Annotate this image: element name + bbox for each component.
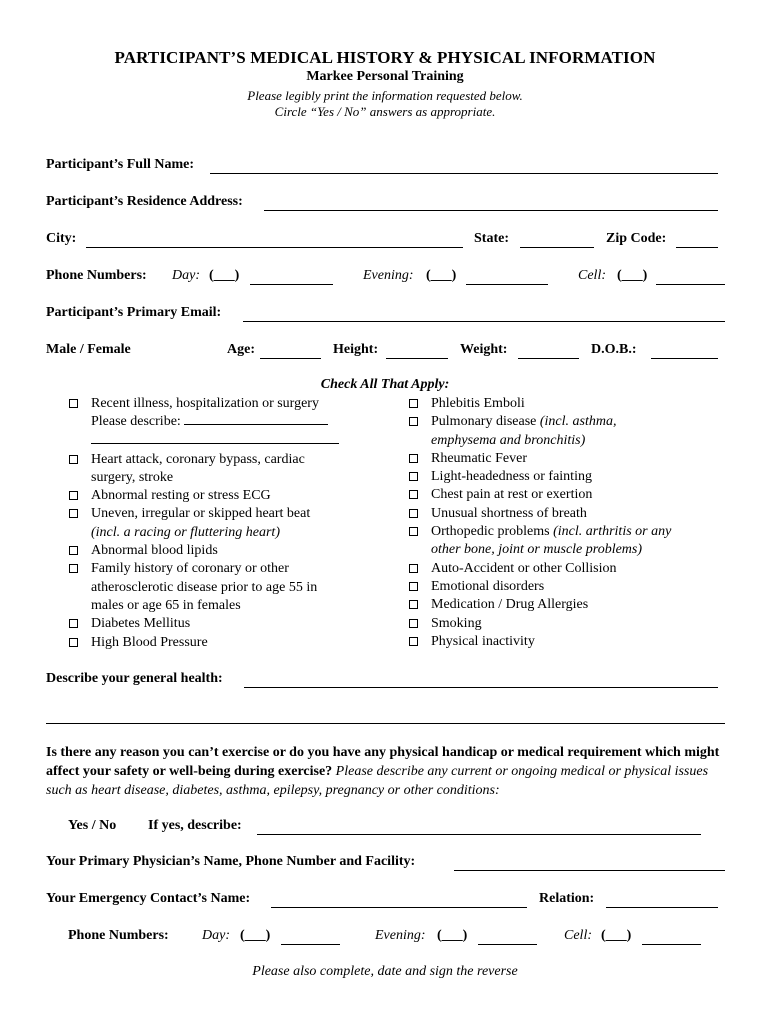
check-diabetes[interactable]: Diabetes Mellitus [69,615,359,633]
checkbox[interactable] [409,454,418,463]
check-medication-allergies[interactable]: Medication / Drug Allergies [409,596,729,614]
check-pulmonary[interactable]: Pulmonary disease (incl. asthma, emphysema and bronchitis) [409,413,729,450]
day-phone-field[interactable] [250,284,333,285]
checkbox[interactable] [409,637,418,646]
address-label: Participant’s Residence Address: [46,194,243,209]
emergency-phone-label: Phone Numbers: [68,928,169,943]
instruction-circle: Circle “Yes / No” answers as appropriate. [274,104,496,119]
sex-options[interactable]: Male / Female [46,342,131,357]
city-label: City: [46,231,77,246]
physician-label: Your Primary Physician’s Name, Phone Number and Facility: [46,854,416,869]
check-auto-accident[interactable]: Auto-Accident or other Collision [409,560,729,578]
check-recent-illness[interactable]: Recent illness, hospitalization or surgery Please describe: [69,395,359,444]
day-label: Day: [172,268,200,283]
checkbox[interactable] [69,564,78,573]
dob-field[interactable] [651,358,718,359]
relation-label: Relation: [539,891,595,906]
evening-label: Evening: [363,268,414,283]
check-light-headedness[interactable]: Light-headedness or fainting [409,468,729,486]
emergency-day-phone-field[interactable] [281,944,340,945]
checkbox[interactable] [69,399,78,408]
emergency-contact-label: Your Emergency Contact’s Name: [46,891,251,906]
age-field[interactable] [260,358,321,359]
evening-phone-field[interactable] [466,284,548,285]
checkbox[interactable] [69,491,78,500]
city-state-zip-row [0,231,770,251]
vitals-row [0,342,770,362]
checkbox[interactable] [409,472,418,481]
address-field[interactable] [264,210,718,211]
evening-area-code[interactable]: (___) [426,268,457,283]
emergency-cell-area-code[interactable]: (___) [601,928,632,943]
describe-field[interactable] [184,413,328,425]
emergency-day-area-code[interactable]: (___) [240,928,271,943]
full-name-label: Participant’s Full Name: [46,157,195,172]
form-subtitle: Markee Personal Training [306,69,464,84]
checkbox[interactable] [69,546,78,555]
checkbox[interactable] [409,417,418,426]
address-row [0,194,770,214]
check-heart-attack[interactable]: Heart attack, coronary bypass, cardiac surgery, stroke [69,451,359,488]
email-row [0,305,770,325]
checkbox[interactable] [409,509,418,518]
full-name-row [0,157,770,177]
city-field[interactable] [86,247,463,248]
weight-label: Weight: [460,342,508,357]
emergency-cell-label: Cell: [564,928,592,943]
age-label: Age: [227,342,255,357]
emergency-cell-phone-field[interactable] [642,944,701,945]
check-family-history[interactable]: Family history of coronary or other atherosclerotic disease prior to age 55 in males or age 65 in females [69,560,359,615]
emergency-contact-row [0,891,770,911]
checklist-left [69,395,359,652]
checkbox[interactable] [409,619,418,628]
check-abnormal-ecg[interactable]: Abnormal resting or stress ECG [69,487,359,505]
check-chest-pain[interactable]: Chest pain at rest or exertion [409,486,729,504]
checkbox[interactable] [69,455,78,464]
exercise-question [46,743,736,800]
state-field[interactable] [520,247,594,248]
zip-label: Zip Code: [606,231,667,246]
check-uneven-heartbeat[interactable]: Uneven, irregular or skipped heart beat (incl. a racing or fluttering heart) [69,505,359,542]
height-field[interactable] [386,358,448,359]
if-yes-field[interactable] [257,834,701,835]
physician-field[interactable] [454,870,725,871]
check-rheumatic-fever[interactable]: Rheumatic Fever [409,450,729,468]
emergency-evening-label: Evening: [375,928,426,943]
checkbox[interactable] [409,564,418,573]
exercise-question-text: Is there any reason you can’t exercise or do you have any physical handicap or medical requirement which might affect your safety or well-being during exercise? [46,745,720,779]
checklist-right [409,395,729,651]
emergency-evening-phone-field[interactable] [478,944,537,945]
describe-field-line2[interactable] [91,432,339,444]
checklist-heading: Check All That Apply: [320,377,450,392]
cell-label: Cell: [578,268,606,283]
phone-row [0,268,770,288]
general-health-label: Describe your general health: [46,671,223,686]
footer-note: Please also complete, date and sign the reverse [252,964,518,979]
checkbox[interactable] [69,619,78,628]
day-area-code[interactable]: (___) [209,268,240,283]
checkbox[interactable] [409,399,418,408]
email-label: Participant’s Primary Email: [46,305,222,320]
full-name-field[interactable] [210,173,718,174]
physician-row [0,854,770,874]
emergency-contact-field[interactable] [271,907,527,908]
check-high-blood-pressure[interactable]: High Blood Pressure [69,634,359,652]
height-label: Height: [333,342,379,357]
checkbox[interactable] [409,582,418,591]
form-title: PARTICIPANT’S MEDICAL HISTORY & PHYSICAL INFORMATION [114,48,656,67]
if-yes-label: If yes, describe: [148,818,242,833]
checkbox[interactable] [409,527,418,536]
checkbox[interactable] [409,490,418,499]
general-health-field[interactable] [244,687,718,688]
emergency-phone-row [0,928,770,948]
checkbox[interactable] [69,509,78,518]
check-shortness-of-breath[interactable]: Unusual shortness of breath [409,505,729,523]
check-blood-lipids[interactable]: Abnormal blood lipids [69,542,359,560]
instruction-print: Please legibly print the information requested below. [247,88,523,103]
check-emotional-disorders[interactable]: Emotional disorders [409,578,729,596]
cell-phone-field[interactable] [656,284,725,285]
relation-field[interactable] [606,907,718,908]
emergency-evening-area-code[interactable]: (___) [437,928,468,943]
emergency-day-label: Day: [202,928,230,943]
checkbox[interactable] [69,638,78,647]
yes-no-row [0,818,770,838]
check-physical-inactivity[interactable]: Physical inactivity [409,633,729,651]
zip-field[interactable] [676,247,718,248]
general-health-field-line2[interactable] [46,723,725,724]
check-orthopedic[interactable]: Orthopedic problems (incl. arthritis or any other bone, joint or muscle problems) [409,523,729,560]
yes-no-options[interactable]: Yes / No [68,818,117,833]
weight-field[interactable] [518,358,579,359]
dob-label: D.O.B.: [591,342,637,357]
state-label: State: [474,231,509,246]
check-phlebitis[interactable]: Phlebitis Emboli [409,395,729,413]
phone-numbers-label: Phone Numbers: [46,268,147,283]
cell-area-code[interactable]: (___) [617,268,648,283]
checkbox[interactable] [409,600,418,609]
general-health-row [0,671,770,691]
email-field[interactable] [243,321,725,322]
check-smoking[interactable]: Smoking [409,615,729,633]
exercise-question-instructions: Please describe any current or ongoing medical or physical issues such as heart disease, diabetes, asthma, epilepsy, pregnancy or other conditions: [46,764,709,798]
